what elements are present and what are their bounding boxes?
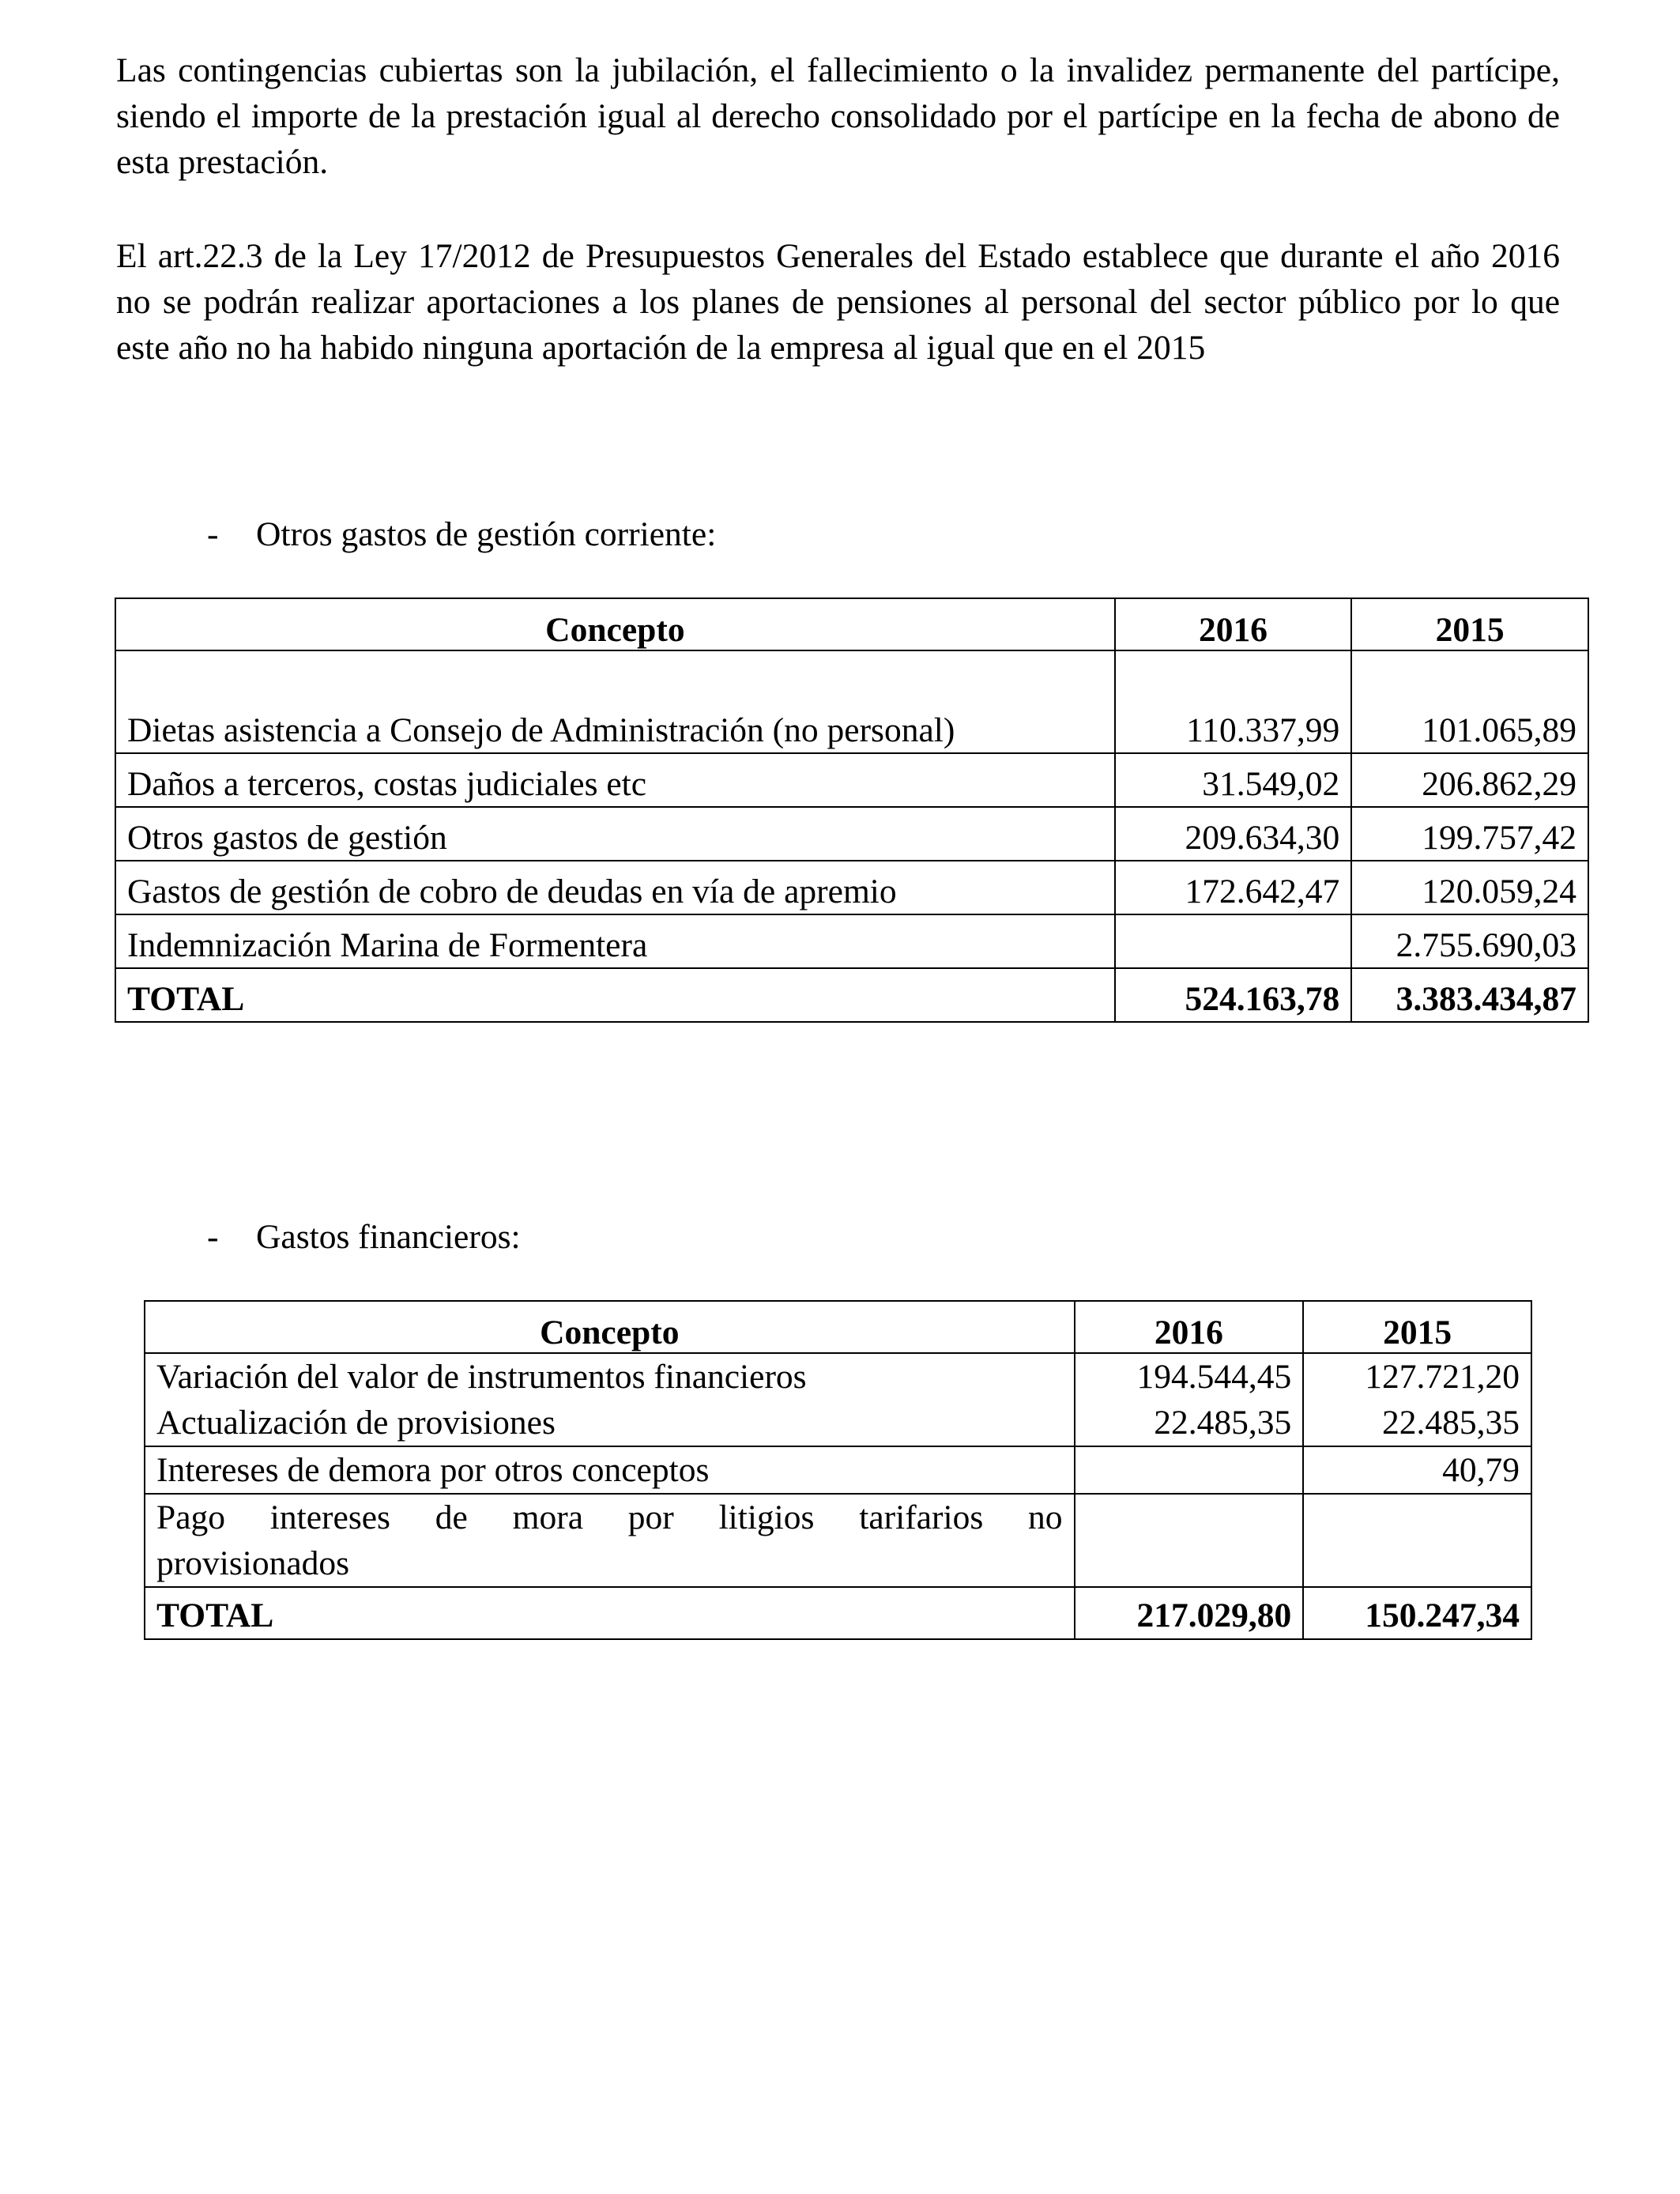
bullet-dash: - bbox=[207, 1218, 219, 1256]
table-row bbox=[115, 861, 1588, 914]
total-value-2015: 150.247,34 bbox=[1303, 1587, 1531, 1639]
row-value-2016: 209.634,30 bbox=[1115, 807, 1352, 861]
header-2016: 2016 bbox=[1075, 1301, 1304, 1353]
row-value-2015 bbox=[1303, 1353, 1531, 1446]
header-2015: 2015 bbox=[1303, 1301, 1531, 1353]
row-value-2015: 2.755.690,03 bbox=[1351, 914, 1588, 968]
total-label: TOTAL bbox=[115, 968, 1115, 1022]
row-concept: Indemnización Marina de Formentera bbox=[115, 914, 1115, 968]
header-concepto: Concepto bbox=[145, 1301, 1075, 1353]
table-total-row bbox=[115, 968, 1588, 1022]
row-value-2016 bbox=[1075, 1446, 1304, 1494]
gastos-financieros-table bbox=[144, 1300, 1532, 1640]
concept-line: provisionados bbox=[156, 1544, 350, 1582]
concept-line: Pago intereses de mora por litigios tarifarios no bbox=[156, 1498, 1063, 1536]
row-value-2015: 40,79 bbox=[1303, 1446, 1531, 1494]
table-total-row bbox=[145, 1587, 1531, 1639]
row-value-2016: 172.642,47 bbox=[1115, 861, 1352, 914]
row-value-2015 bbox=[1303, 1494, 1531, 1587]
value-line: 22.485,35 bbox=[1382, 1404, 1520, 1442]
row-concept: Intereses de demora por otros conceptos bbox=[145, 1446, 1075, 1494]
row-value-2015: 206.862,29 bbox=[1351, 753, 1588, 807]
row-value-2016 bbox=[1075, 1494, 1304, 1587]
concept-line: Variación del valor de instrumentos financieros bbox=[156, 1358, 807, 1396]
table-row bbox=[115, 650, 1588, 753]
header-2016: 2016 bbox=[1115, 598, 1352, 650]
table-header-row bbox=[145, 1301, 1531, 1353]
table-row bbox=[145, 1353, 1531, 1446]
row-value-2015: 120.059,24 bbox=[1351, 861, 1588, 914]
table-row bbox=[115, 807, 1588, 861]
section-heading-text: Gastos financieros: bbox=[256, 1218, 521, 1256]
table-row bbox=[145, 1446, 1531, 1494]
value-line: 194.544,45 bbox=[1136, 1358, 1292, 1396]
row-value-2015: 199.757,42 bbox=[1351, 807, 1588, 861]
table-row bbox=[115, 753, 1588, 807]
header-2015: 2015 bbox=[1351, 598, 1588, 650]
row-concept bbox=[145, 1353, 1075, 1446]
section-heading-text: Otros gastos de gestión corriente: bbox=[256, 515, 717, 553]
row-value-2016 bbox=[1115, 914, 1352, 968]
row-concept: Dietas asistencia a Consejo de Administración (no personal) bbox=[115, 650, 1115, 753]
total-value-2016: 524.163,78 bbox=[1115, 968, 1352, 1022]
row-concept: Gastos de gestión de cobro de deudas en vía de apremio bbox=[115, 861, 1115, 914]
row-value-2015: 101.065,89 bbox=[1351, 650, 1588, 753]
total-label: TOTAL bbox=[145, 1587, 1075, 1639]
row-concept bbox=[145, 1494, 1075, 1587]
row-value-2016: 31.549,02 bbox=[1115, 753, 1352, 807]
row-value-2016: 110.337,99 bbox=[1115, 650, 1352, 753]
concept-line: Actualización de provisiones bbox=[156, 1404, 556, 1442]
bullet-dash: - bbox=[207, 515, 219, 553]
paragraph-law-reference: El art.22.3 de la Ley 17/2012 de Presupuestos Generales del Estado establece que durante el año 2016 no se podrán realizar aportaciones a los planes de pensiones al personal del sector público por lo que este año no ha habido ninguna aportación de la empresa al igual que en el 2015 bbox=[116, 237, 1560, 367]
total-value-2016: 217.029,80 bbox=[1075, 1587, 1304, 1639]
table-row bbox=[115, 914, 1588, 968]
paragraph-contingencies: Las contingencias cubiertas son la jubilación, el fallecimiento o la invalidez permanente del partícipe, siendo el importe de la prestación igual al derecho consolidado por el partícipe en la fecha de abono de esta prestación. bbox=[116, 51, 1560, 181]
row-concept: Daños a terceros, costas judiciales etc bbox=[115, 753, 1115, 807]
total-value-2015: 3.383.434,87 bbox=[1351, 968, 1588, 1022]
otros-gastos-table bbox=[115, 598, 1589, 1023]
header-concepto: Concepto bbox=[115, 598, 1115, 650]
row-concept: Otros gastos de gestión bbox=[115, 807, 1115, 861]
value-line: 127.721,20 bbox=[1365, 1358, 1520, 1396]
row-value-2016 bbox=[1075, 1353, 1304, 1446]
table-row bbox=[145, 1494, 1531, 1587]
value-line: 22.485,35 bbox=[1154, 1404, 1292, 1442]
table-header-row bbox=[115, 598, 1588, 650]
